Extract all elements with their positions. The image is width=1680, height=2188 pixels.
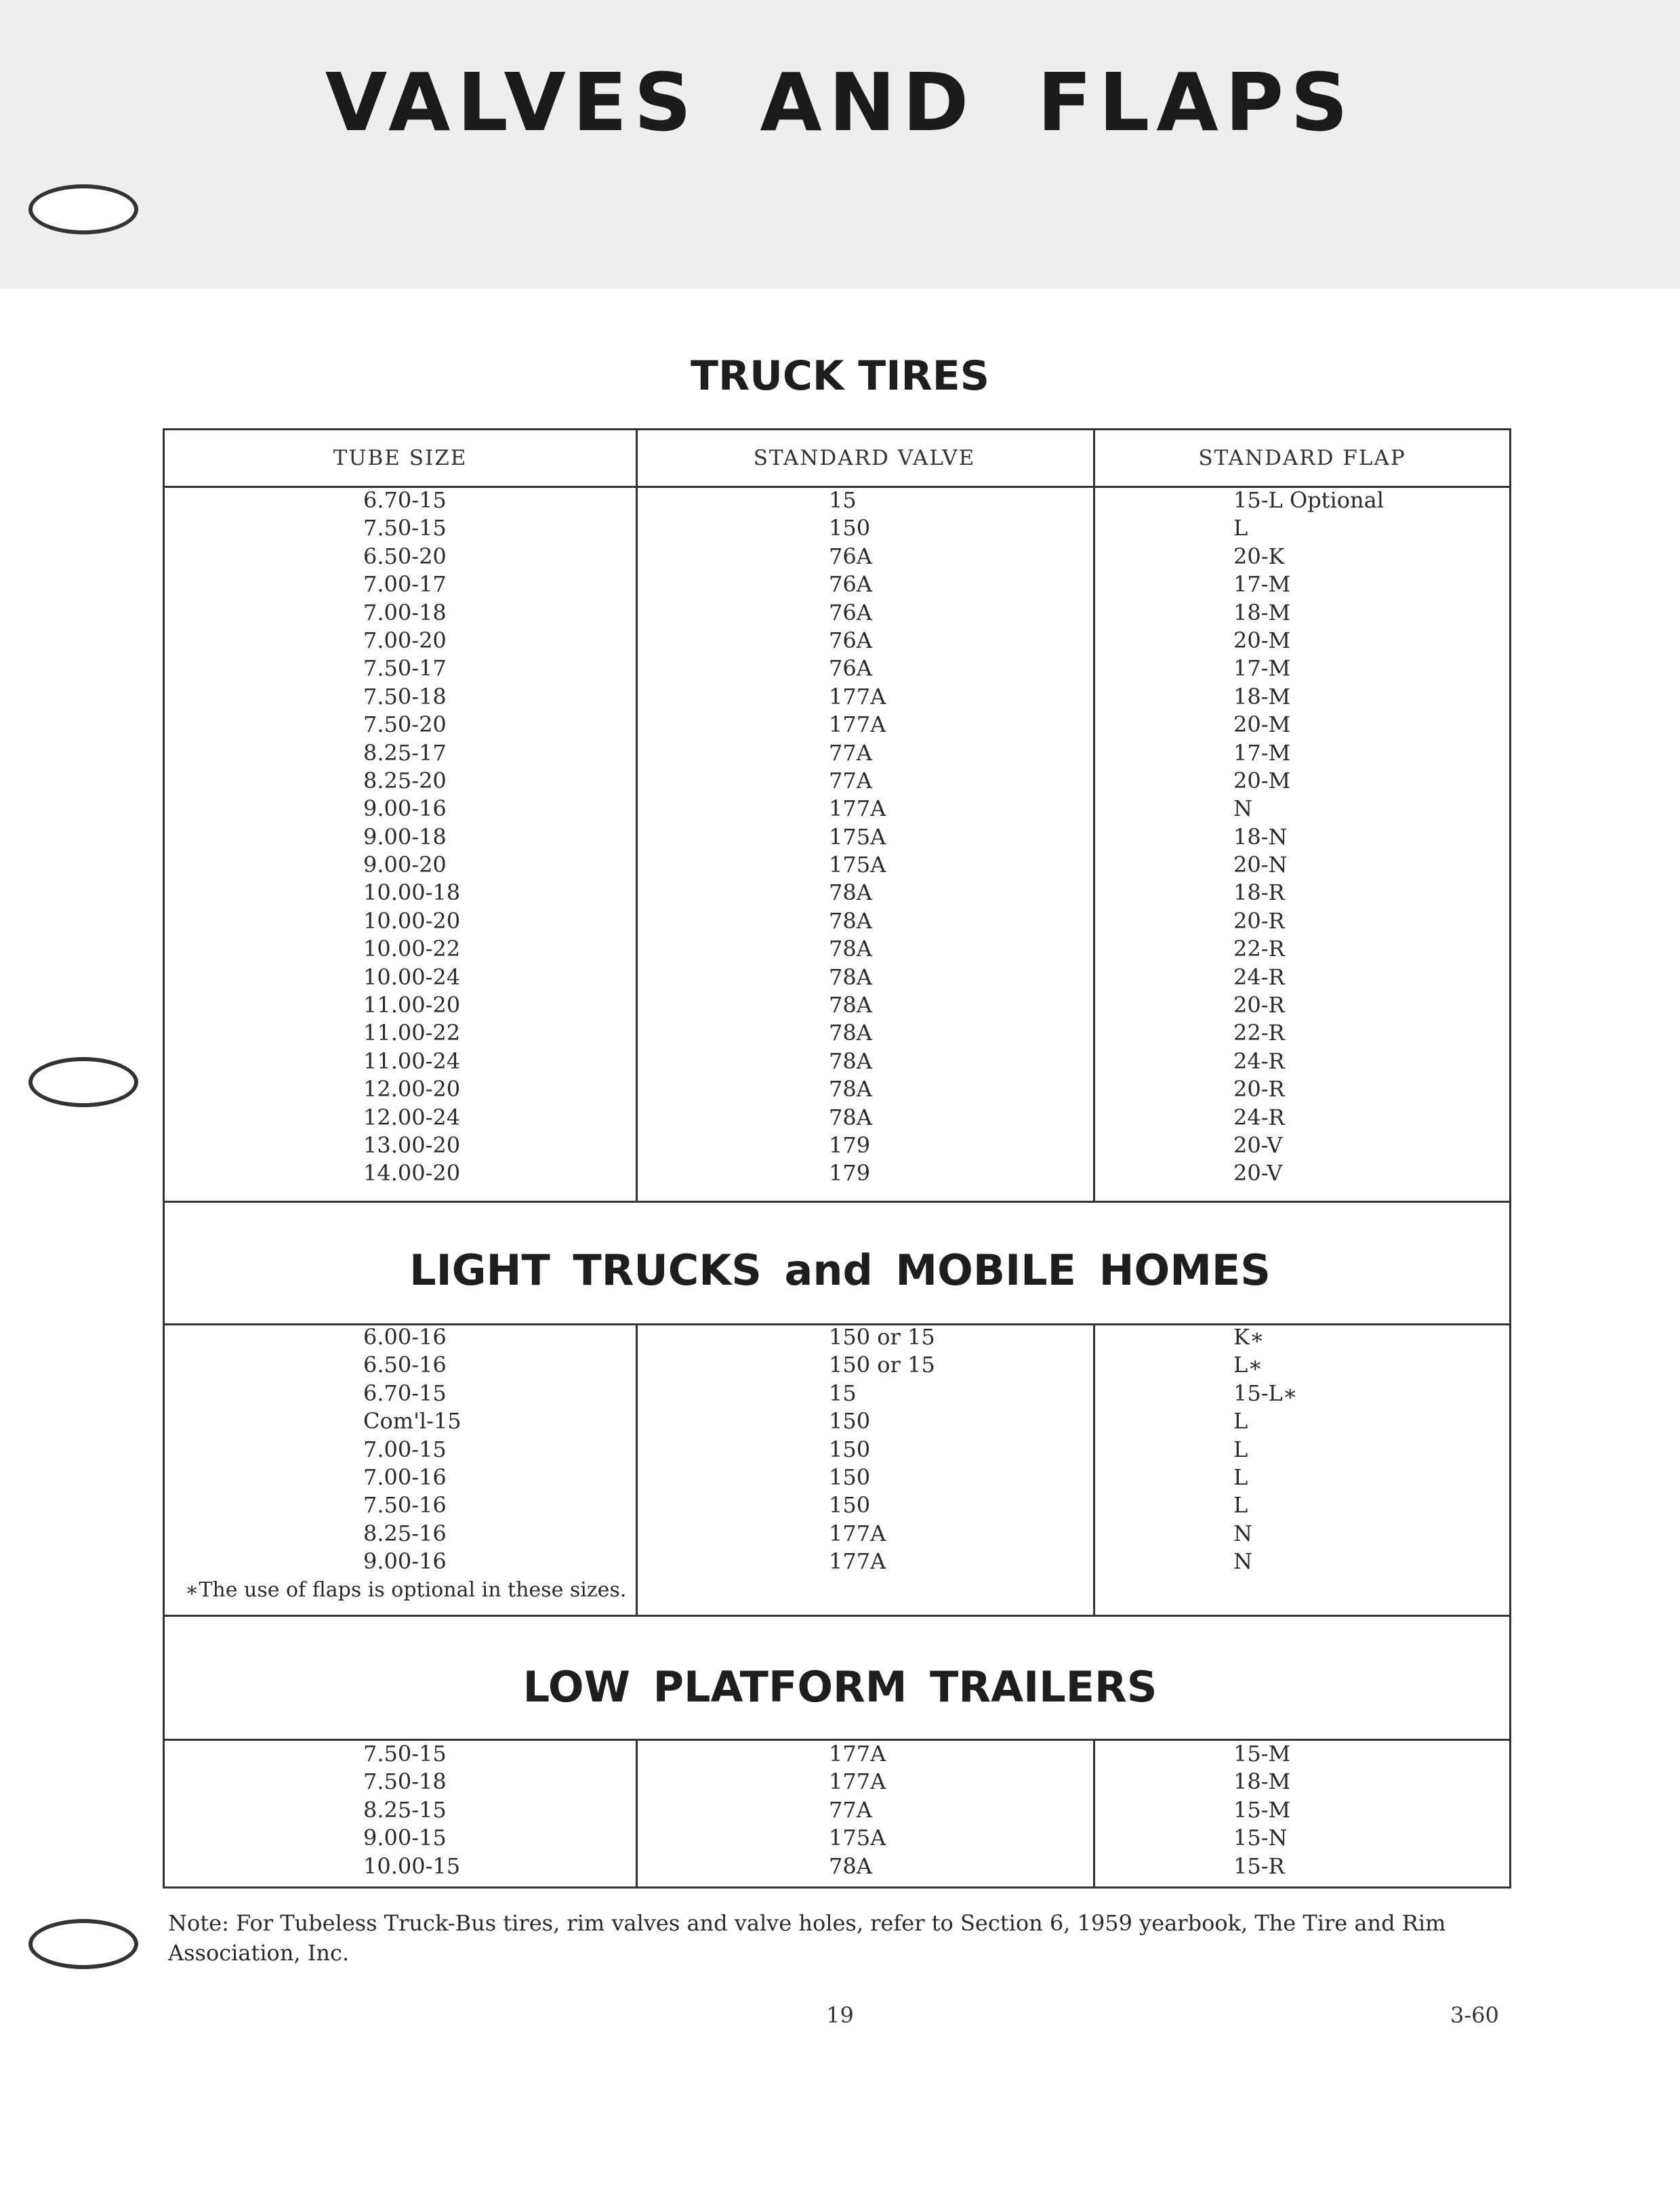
table-row (165, 1323, 1509, 1351)
table-row (165, 1853, 1509, 1880)
flap-cell: 18-R (1233, 880, 1285, 906)
table-row (165, 1380, 1509, 1407)
tube-size-cell: 14.00-20 (363, 1160, 461, 1186)
flap-cell: 24-R (1233, 1104, 1285, 1130)
table-row (165, 767, 1509, 795)
tube-size-cell: 9.00-16 (363, 796, 447, 822)
valve-cell: 177A (829, 1741, 886, 1767)
tube-size-cell: 10.00-22 (363, 936, 461, 962)
valve-cell: 78A (829, 1853, 872, 1879)
flap-cell: 17-M (1233, 571, 1291, 598)
valve-cell: 78A (829, 880, 872, 906)
table-row (165, 851, 1509, 879)
valve-cell: 78A (829, 1076, 872, 1102)
valve-cell: 78A (829, 1104, 872, 1130)
valve-cell: 78A (829, 936, 872, 962)
tube-size-cell: 6.50-16 (363, 1352, 447, 1378)
section-rule (165, 1615, 1509, 1617)
tube-size-cell: 8.25-20 (363, 767, 447, 793)
valve-cell: 175A (829, 852, 886, 878)
flap-cell: 20-K (1233, 543, 1285, 569)
table-row (165, 1019, 1509, 1047)
tube-size-cell: 10.00-20 (363, 907, 461, 934)
tube-size-cell: 6.70-15 (363, 1380, 447, 1406)
tube-size-cell: 7.00-16 (363, 1464, 447, 1490)
valve-cell: 175A (829, 823, 886, 850)
valve-cell: 150 (829, 1492, 871, 1519)
table-row (165, 1464, 1509, 1491)
low-platform-rows (165, 1740, 1509, 1880)
section-title-truck-tires: TRUCK TIRES (691, 352, 989, 400)
flap-cell: 15-N (1233, 1825, 1288, 1851)
table-row (165, 711, 1509, 739)
flap-cell: 20-M (1233, 711, 1291, 738)
valve-cell: 77A (829, 1796, 872, 1823)
flap-optional-footnote: ∗The use of flaps is optional in these sizes. (185, 1578, 627, 1602)
valve-cell: 150 or 15 (829, 1324, 935, 1350)
flap-cell: 17-M (1233, 655, 1291, 682)
valve-cell: 76A (829, 599, 872, 625)
tube-size-cell: 11.00-24 (363, 1048, 461, 1074)
flap-cell: K∗ (1233, 1324, 1265, 1350)
valve-cell: 150 (829, 1436, 871, 1462)
flap-cell: 15-M (1233, 1796, 1291, 1823)
flap-cell: N (1233, 796, 1252, 822)
flap-cell: 18-M (1233, 683, 1291, 709)
flap-cell: 20-N (1233, 852, 1288, 878)
tube-size-cell: 7.50-15 (363, 515, 447, 541)
valve-cell: 78A (829, 907, 872, 934)
valve-cell: 179 (829, 1132, 871, 1158)
tube-size-cell: 9.00-15 (363, 1825, 447, 1851)
tube-size-cell: 7.50-18 (363, 1769, 447, 1795)
tube-size-cell: 7.00-17 (363, 571, 447, 598)
valve-cell: 77A (829, 739, 872, 766)
punch-hole-middle (28, 1057, 138, 1107)
table-row (165, 879, 1509, 907)
tube-size-cell: 11.00-22 (363, 1020, 461, 1046)
table-row (165, 627, 1509, 655)
tube-size-cell: 7.00-20 (363, 627, 447, 653)
tube-size-cell: 13.00-20 (363, 1132, 461, 1158)
tube-size-cell: 8.25-16 (363, 1520, 447, 1546)
table-row (165, 1740, 1509, 1768)
flap-cell: 20-V (1233, 1132, 1283, 1158)
table-row (165, 655, 1509, 682)
flap-cell: 22-R (1233, 1020, 1285, 1046)
truck-tires-rows (165, 487, 1509, 1188)
valve-cell: 179 (829, 1160, 871, 1186)
valve-cell: 15 (829, 1380, 857, 1406)
valve-cell: 76A (829, 627, 872, 653)
tube-size-cell: 6.00-16 (363, 1324, 447, 1350)
tubeless-note: Note: For Tubeless Truck-Bus tires, rim valves and valve holes, refer to Section 6, 1959 yearbook, The Tire and Rim Association, Inc. (168, 1910, 1446, 1966)
flap-cell: 18-M (1233, 599, 1291, 625)
table-row (165, 683, 1509, 711)
flap-cell: 15-L Optional (1233, 487, 1384, 513)
light-trucks-rows (165, 1323, 1509, 1576)
table-row (165, 1104, 1509, 1132)
flap-cell: 15-R (1233, 1853, 1285, 1879)
tube-size-cell: 12.00-24 (363, 1104, 461, 1130)
tube-size-cell: 7.50-17 (363, 655, 447, 682)
flap-cell: N (1233, 1548, 1252, 1575)
section-title-low-platform: LOW PLATFORM TRAILERS (523, 1662, 1157, 1712)
flap-cell: N (1233, 1520, 1252, 1546)
tube-size-cell: 9.00-18 (363, 823, 447, 850)
table-row (165, 935, 1509, 963)
table-row (165, 487, 1509, 514)
table-row (165, 1075, 1509, 1103)
flap-cell: 15-M (1233, 1741, 1291, 1767)
table-row (165, 964, 1509, 991)
column-header-tube-size: TUBE SIZE (333, 446, 468, 470)
flap-cell: L (1233, 1492, 1248, 1519)
table-row (165, 1520, 1509, 1548)
valve-cell: 177A (829, 683, 886, 709)
tube-size-cell: 9.00-16 (363, 1548, 447, 1575)
flap-cell: L (1233, 515, 1248, 541)
valve-cell: 150 or 15 (829, 1352, 935, 1378)
flap-cell: 20-M (1233, 627, 1291, 653)
punch-hole-top (28, 184, 138, 234)
flap-cell: 20-R (1233, 907, 1285, 934)
flap-cell: 22-R (1233, 936, 1285, 962)
valve-cell: 15 (829, 487, 857, 513)
valve-cell: 177A (829, 1520, 886, 1546)
valve-cell: 150 (829, 1408, 871, 1434)
page-code: 3-60 (1450, 2002, 1499, 2028)
column-header-standard-valve: STANDARD VALVE (753, 446, 976, 470)
table-row (165, 514, 1509, 542)
valve-cell: 78A (829, 992, 872, 1018)
flap-cell: 20-V (1233, 1160, 1283, 1186)
tube-size-cell: 7.00-15 (363, 1436, 447, 1462)
table-row (165, 795, 1509, 823)
table-row (165, 1796, 1509, 1824)
valve-cell: 177A (829, 1769, 886, 1795)
flap-cell: 17-M (1233, 739, 1291, 766)
flap-cell: L (1233, 1408, 1248, 1434)
flap-cell: 20-M (1233, 767, 1291, 793)
valve-cell: 177A (829, 711, 886, 738)
flap-cell: L∗ (1233, 1352, 1263, 1378)
tube-size-cell: 9.00-20 (363, 852, 447, 878)
table-row (165, 1436, 1509, 1464)
valve-cell: 76A (829, 655, 872, 682)
valve-cell: 78A (829, 964, 872, 990)
table-row (165, 1048, 1509, 1075)
valve-cell: 177A (829, 796, 886, 822)
tube-size-cell: Com'l-15 (363, 1408, 462, 1434)
section-rule (165, 1201, 1509, 1203)
valve-cell: 78A (829, 1020, 872, 1046)
valve-cell: 77A (829, 767, 872, 793)
page-title: VALVES AND FLAPS (325, 56, 1355, 149)
table-row (165, 1768, 1509, 1796)
tube-size-cell: 7.50-20 (363, 711, 447, 738)
tube-size-cell: 10.00-24 (363, 964, 461, 990)
section-title-light-trucks: LIGHT TRUCKS and MOBILE HOMES (409, 1245, 1271, 1295)
table-row (165, 599, 1509, 627)
valve-cell: 78A (829, 1048, 872, 1074)
tube-size-cell: 6.70-15 (363, 487, 447, 513)
table-row (165, 991, 1509, 1019)
tube-size-cell: 10.00-18 (363, 880, 461, 906)
table-row (165, 907, 1509, 935)
tube-size-cell: 8.25-15 (363, 1796, 447, 1823)
tube-size-cell: 12.00-20 (363, 1076, 461, 1102)
flap-cell: 18-N (1233, 823, 1288, 850)
tube-size-cell: 6.50-20 (363, 543, 447, 569)
column-header-standard-flap: STANDARD FLAP (1198, 446, 1406, 470)
flap-cell: 24-R (1233, 964, 1285, 990)
valve-cell: 150 (829, 515, 871, 541)
table-row (165, 1548, 1509, 1575)
flap-cell: 24-R (1233, 1048, 1285, 1074)
flap-cell: 15-L∗ (1233, 1380, 1298, 1406)
table-row (165, 1159, 1509, 1187)
table-row (165, 823, 1509, 851)
table-row (165, 1351, 1509, 1379)
tube-size-cell: 10.00-15 (363, 1853, 461, 1879)
tube-size-cell: 7.50-18 (363, 683, 447, 709)
tube-size-cell: 7.50-15 (363, 1741, 447, 1767)
page-number: 19 (826, 2002, 854, 2028)
tube-size-cell: 7.00-18 (363, 599, 447, 625)
valve-cell: 76A (829, 571, 872, 598)
flap-cell: L (1233, 1464, 1248, 1490)
table-row (165, 571, 1509, 598)
valve-cell: 175A (829, 1825, 886, 1851)
flap-cell: 20-R (1233, 1076, 1285, 1102)
flap-cell: 18-M (1233, 1769, 1291, 1795)
table-row (165, 1491, 1509, 1519)
valve-cell: 177A (829, 1548, 886, 1575)
table-row (165, 739, 1509, 767)
table-row (165, 1132, 1509, 1159)
table-row (165, 543, 1509, 571)
tube-size-cell: 7.50-16 (363, 1492, 447, 1519)
punch-hole-bottom (28, 1919, 138, 1969)
flap-cell: L (1233, 1436, 1248, 1462)
valve-cell: 76A (829, 543, 872, 569)
valve-cell: 150 (829, 1464, 871, 1490)
tube-size-cell: 8.25-17 (363, 739, 447, 766)
flap-cell: 20-R (1233, 992, 1285, 1018)
table-row (165, 1824, 1509, 1852)
table-row (165, 1407, 1509, 1435)
tube-size-cell: 11.00-20 (363, 992, 461, 1018)
